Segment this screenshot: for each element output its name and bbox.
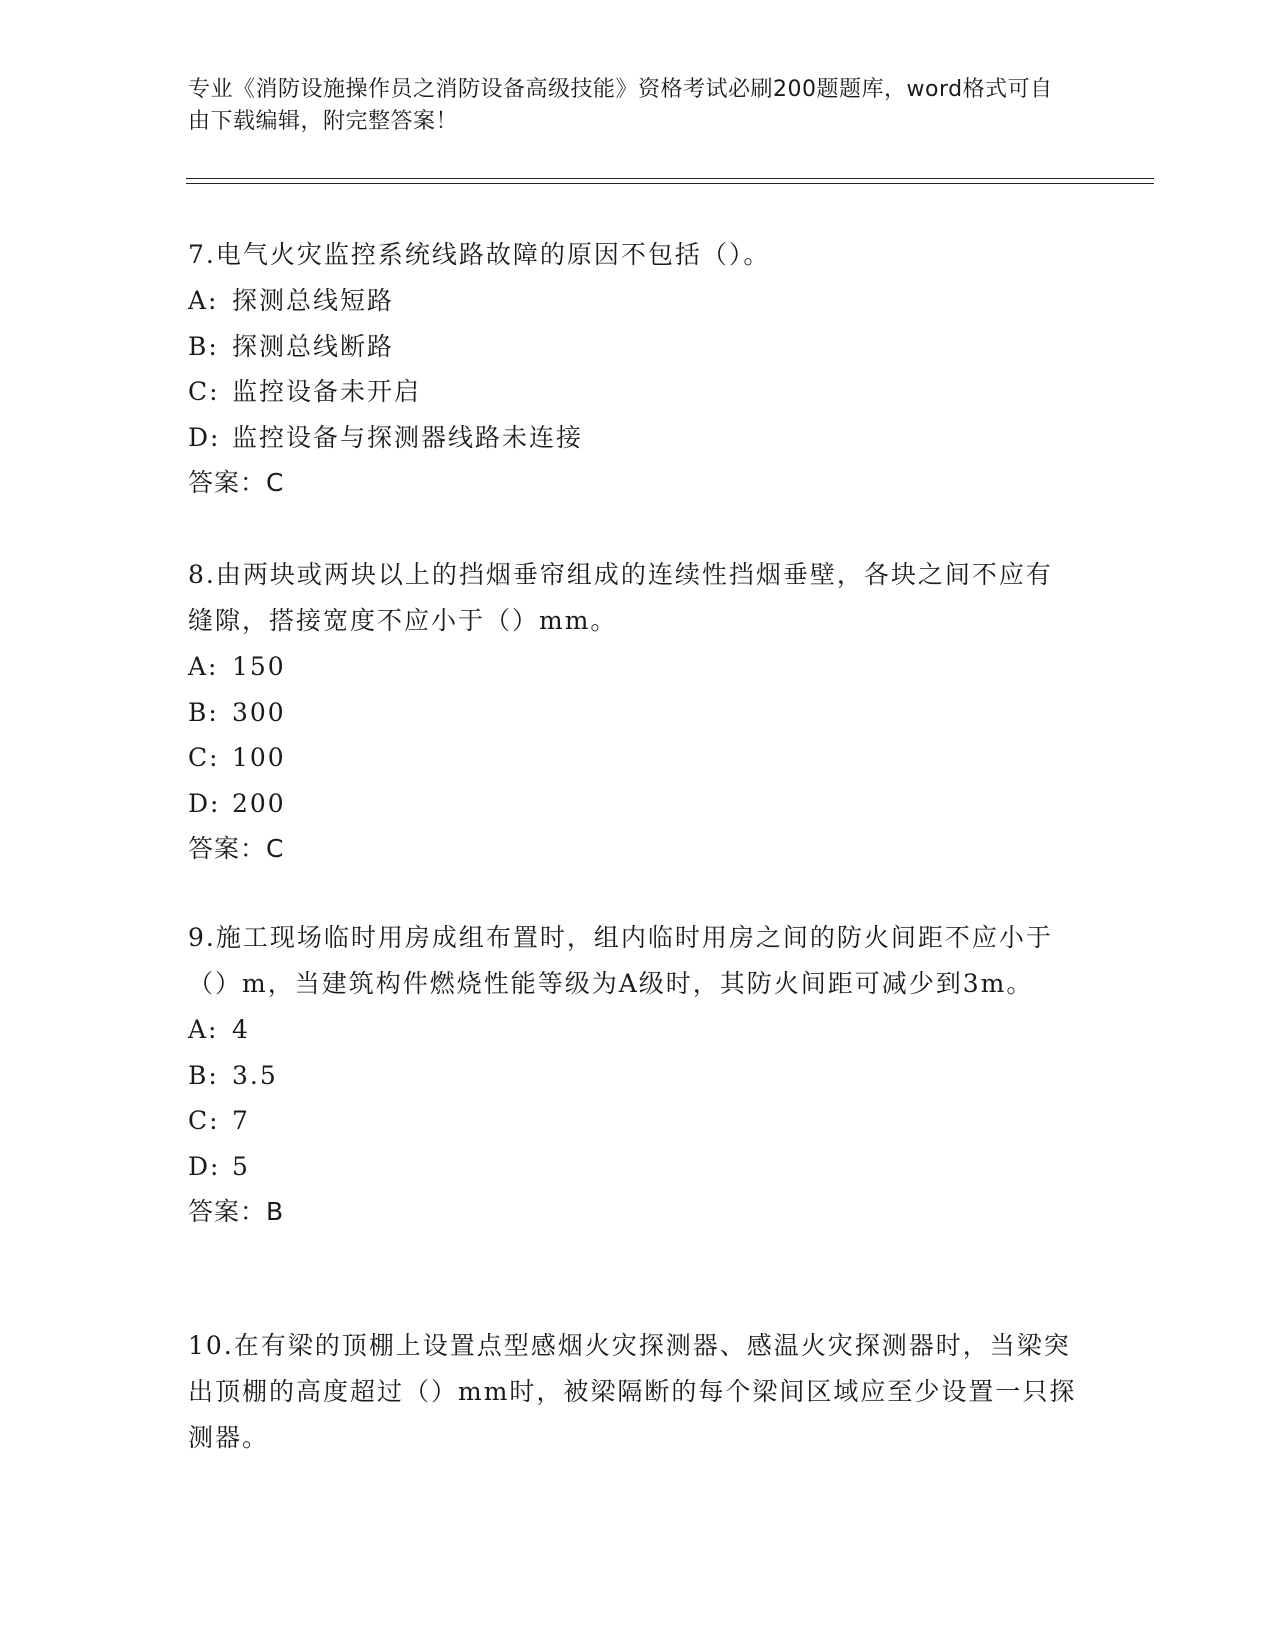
- option-c: [188, 1098, 1078, 1144]
- option-b: [188, 324, 1078, 370]
- answer-line: 答案：C: [188, 468, 285, 497]
- option-c: [188, 369, 1078, 415]
- option-c: [188, 735, 1078, 781]
- option-text: 200: [232, 788, 286, 818]
- question-7: [188, 232, 1078, 506]
- option-letter: A:: [188, 1015, 219, 1044]
- question-stem: 7.电气火灾监控系统线路故障的原因不包括（）。: [188, 240, 771, 269]
- option-text: 3.5: [232, 1060, 278, 1090]
- question-stem: 9.施工现场临时用房成组布置时，组内临时用房之间的防火间距不应小于（）m，当建筑构件燃烧性能等级为A级时，其防火间距可减少到3m。: [188, 923, 1053, 998]
- answer-line: 答案：C: [188, 834, 285, 863]
- option-a: [188, 644, 1078, 690]
- option-text: 7: [232, 1106, 250, 1135]
- option-letter: D:: [188, 422, 221, 452]
- option-text: 5: [232, 1151, 250, 1181]
- option-letter: B:: [188, 331, 219, 361]
- question-9: [188, 915, 1078, 1235]
- option-letter: C:: [188, 743, 220, 772]
- option-text: 300: [232, 697, 286, 727]
- option-d: [188, 1144, 1078, 1190]
- option-letter: C:: [188, 1106, 220, 1135]
- option-letter: A:: [188, 286, 219, 315]
- header-divider-bottom: [186, 183, 1154, 184]
- question-8: [188, 552, 1078, 872]
- option-text: 监控设备与探测器线路未连接: [232, 422, 584, 452]
- option-text: 监控设备未开启: [232, 377, 422, 406]
- option-letter: B:: [188, 1060, 219, 1090]
- option-letter: B:: [188, 697, 219, 727]
- option-text: 4: [232, 1015, 250, 1044]
- option-b: [188, 690, 1078, 736]
- option-letter: A:: [188, 652, 219, 681]
- question-10: [188, 1323, 1078, 1461]
- option-text: 探测总线短路: [232, 286, 395, 315]
- option-text: 探测总线断路: [232, 331, 395, 361]
- option-letter: C:: [188, 377, 220, 406]
- option-letter: D:: [188, 1151, 221, 1181]
- option-a: [188, 278, 1078, 324]
- question-stem: 10.在有梁的顶棚上设置点型感烟火灾探测器、感温火灾探测器时，当梁突出顶棚的高度超过（）mm时，被梁隔断的每个梁间区域应至少设置一只探测器。: [188, 1331, 1077, 1452]
- option-text: 150: [232, 652, 286, 681]
- option-letter: D:: [188, 788, 221, 818]
- question-stem: 8.由两块或两块以上的挡烟垂帘组成的连续性挡烟垂壁，各块之间不应有缝隙，搭接宽度不应小于（）mm。: [188, 560, 1053, 635]
- option-a: [188, 1007, 1078, 1053]
- header-divider-top: [186, 178, 1154, 179]
- document-header: 专业《消防设施操作员之消防设备高级技能》资格考试必刷200题题库，word格式可自由下载编辑，附完整答案！: [188, 77, 1053, 134]
- option-d: [188, 415, 1078, 461]
- option-text: 100: [232, 743, 286, 772]
- option-d: [188, 781, 1078, 827]
- answer-line: 答案：B: [188, 1197, 285, 1226]
- option-b: [188, 1053, 1078, 1099]
